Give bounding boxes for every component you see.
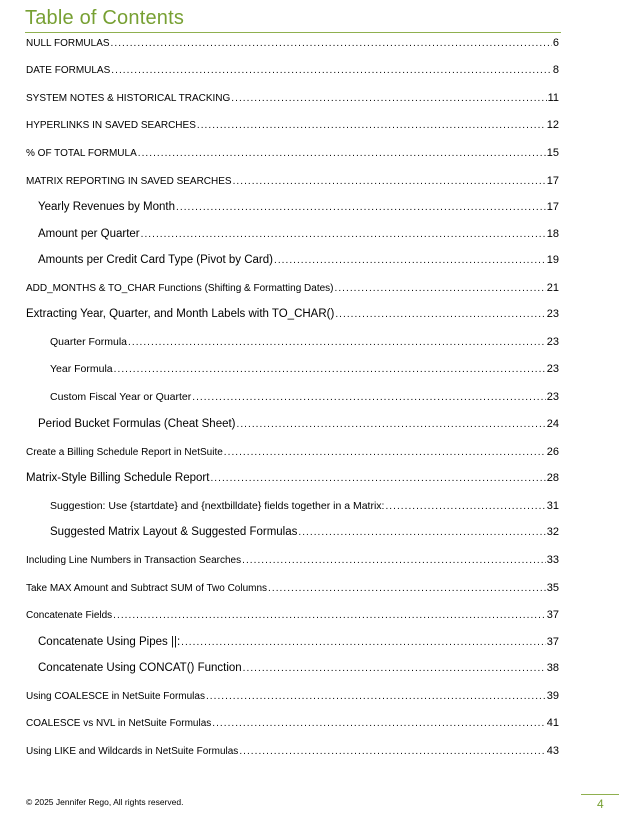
toc-leader-dots (237, 419, 546, 430)
toc-entry-line-numbers[interactable] (26, 554, 559, 566)
toc-leader-dots (335, 309, 545, 320)
toc-leader-dots (243, 663, 546, 674)
toc-entry-suggestion-startdate[interactable] (50, 500, 559, 512)
toc-entry-label: Concatenate Using Pipes ||: (38, 636, 181, 648)
toc-entry-year-formula[interactable] (50, 363, 559, 375)
toc-leader-dots (113, 610, 546, 621)
toc-entry-billing-schedule[interactable] (26, 446, 559, 458)
toc-entry-page: 23 (546, 391, 559, 403)
toc-entry-label: Suggested Matrix Layout & Suggested Formulas (50, 526, 298, 538)
toc-entry-page: 23 (546, 336, 559, 348)
toc-entry-label: MATRIX REPORTING IN SAVED SEARCHES (26, 176, 232, 187)
toc-leader-dots (385, 501, 545, 512)
toc-leader-dots (111, 38, 552, 49)
toc-entry-page: 37 (546, 636, 559, 648)
toc-leader-dots (138, 148, 546, 159)
toc-entry-label: COALESCE vs NVL in NetSuite Formulas (26, 718, 212, 729)
toc-entry-label: DATE FORMULAS (26, 65, 111, 76)
footer-divider (581, 794, 619, 795)
toc-entry-label: Period Bucket Formulas (Cheat Sheet) (38, 418, 236, 430)
toc-leader-dots (335, 283, 546, 294)
toc-entry-label: Using LIKE and Wildcards in NetSuite Formulas (26, 746, 239, 757)
toc-entry-page: 26 (546, 446, 559, 458)
toc-leader-dots (212, 718, 546, 729)
toc-entry-label: Take MAX Amount and Subtract SUM of Two Columns (26, 583, 268, 594)
toc-entry-label: Matrix-Style Billing Schedule Report (26, 472, 210, 484)
toc-entry-page: 12 (546, 119, 559, 131)
toc-entry-label: Suggestion: Use {startdate} and {nextbilldate} fields together in a Matrix: (50, 500, 385, 512)
toc-entry-page: 35 (546, 582, 559, 594)
toc-leader-dots (114, 364, 546, 375)
toc-entry-label: Custom Fiscal Year or Quarter (50, 391, 192, 403)
toc-leader-dots (181, 637, 546, 648)
toc-leader-dots (128, 337, 546, 348)
toc-entry-label: Extracting Year, Quarter, and Month Labels with TO_CHAR() (26, 308, 335, 320)
toc-entry-label: SYSTEM NOTES & HISTORICAL TRACKING (26, 93, 231, 104)
toc-entry-page: 33 (546, 554, 559, 566)
toc-entry-page: 18 (546, 228, 559, 240)
toc-entry-like-wildcards[interactable] (26, 745, 559, 757)
toc-entry-page: 21 (546, 282, 559, 294)
toc-leader-dots (192, 392, 546, 403)
toc-entry-label: Using COALESCE in NetSuite Formulas (26, 691, 205, 702)
toc-entry-page: 15 (546, 147, 559, 159)
toc-entry-page: 19 (546, 254, 559, 266)
toc-entry-label: Concatenate Fields (26, 610, 113, 621)
title-divider (25, 32, 561, 33)
toc-leader-dots (197, 120, 546, 131)
toc-entry-amount-per-quarter[interactable] (38, 228, 559, 240)
toc-entry-page: 23 (546, 308, 559, 320)
toc-entry-page: 17 (546, 201, 559, 213)
toc-entry-page: 37 (546, 609, 559, 621)
toc-entry-concatenate-pipes[interactable] (38, 636, 559, 648)
page-number: 4 (597, 797, 604, 811)
toc-leader-dots (176, 202, 546, 213)
toc-entry-label: Including Line Numbers in Transaction Searches (26, 555, 242, 566)
toc-entry-system-notes[interactable] (26, 92, 559, 104)
toc-leader-dots (111, 65, 552, 76)
toc-entry-yearly-revenues[interactable] (38, 201, 559, 213)
toc-entry-suggested-matrix-layout[interactable] (50, 526, 559, 538)
toc-entry-label: Yearly Revenues by Month (38, 201, 176, 213)
toc-leader-dots (268, 583, 546, 594)
toc-leader-dots (274, 255, 546, 266)
toc-entry-label: Concatenate Using CONCAT() Function (38, 662, 242, 674)
toc-entry-label: ADD_MONTHS & TO_CHAR Functions (Shifting & Formatting Dates) (26, 283, 334, 294)
toc-entry-percent-of-total[interactable] (26, 147, 559, 159)
toc-entry-label: Quarter Formula (50, 336, 128, 348)
toc-entry-date-formulas[interactable] (26, 64, 559, 76)
toc-leader-dots (239, 746, 545, 757)
toc-entry-credit-card-type[interactable] (38, 254, 559, 266)
toc-entry-page: 24 (546, 418, 559, 430)
toc-entry-matrix-reporting[interactable] (26, 175, 559, 187)
footer-copyright: © 2025 Jennifer Rego, All rights reserved. (26, 797, 184, 807)
toc-leader-dots (233, 176, 546, 187)
toc-entry-label: Amount per Quarter (38, 228, 140, 240)
toc-leader-dots (231, 93, 546, 104)
toc-leader-dots (210, 473, 545, 484)
toc-entry-page: 28 (546, 472, 559, 484)
toc-entry-page: 39 (546, 690, 559, 702)
toc-entry-label: Year Formula (50, 363, 113, 375)
toc-entry-label: Amounts per Credit Card Type (Pivot by Card) (38, 254, 273, 266)
toc-entry-max-amount[interactable] (26, 582, 559, 594)
toc-leader-dots (298, 527, 545, 538)
toc-entry-add-months[interactable] (26, 282, 559, 294)
toc-entry-page: 41 (546, 717, 559, 729)
toc-leader-dots (242, 555, 546, 566)
toc-entry-page: 38 (546, 662, 559, 674)
toc-entry-using-coalesce[interactable] (26, 690, 559, 702)
toc-entry-period-bucket[interactable] (38, 418, 559, 430)
toc-entry-page: 31 (546, 500, 559, 512)
toc-entry-matrix-billing[interactable] (26, 472, 559, 484)
page-title: Table of Contents (25, 7, 185, 29)
toc-entry-label: % OF TOTAL FORMULA (26, 148, 137, 159)
toc-entry-hyperlinks[interactable] (26, 119, 559, 131)
toc-entry-page: 43 (546, 745, 559, 757)
toc-leader-dots (206, 691, 546, 702)
toc-entry-label: NULL FORMULAS (26, 38, 110, 49)
toc-entry-extracting-labels[interactable] (26, 308, 559, 320)
toc-entry-coalesce-vs-nvl[interactable] (26, 717, 559, 729)
toc-entry-concatenate-concat[interactable] (38, 662, 559, 674)
toc-entry-page: 17 (546, 175, 559, 187)
toc-entry-label: HYPERLINKS IN SAVED SEARCHES (26, 120, 196, 131)
toc-leader-dots (141, 229, 546, 240)
toc-leader-dots (224, 447, 546, 458)
toc-entry-quarter-formula[interactable] (50, 336, 559, 348)
toc-entry-label: Create a Billing Schedule Report in NetSuite (26, 447, 223, 458)
toc-entry-page: 11 (547, 92, 559, 104)
toc-entry-null-formulas[interactable] (26, 37, 559, 49)
toc-entry-page: 23 (546, 363, 559, 375)
toc-entry-page: 6 (552, 37, 559, 49)
toc-entry-concatenate-fields[interactable] (26, 609, 559, 621)
toc-entry-custom-fiscal[interactable] (50, 391, 559, 403)
toc-entry-page: 8 (552, 64, 559, 76)
toc-entry-page: 32 (546, 526, 559, 538)
